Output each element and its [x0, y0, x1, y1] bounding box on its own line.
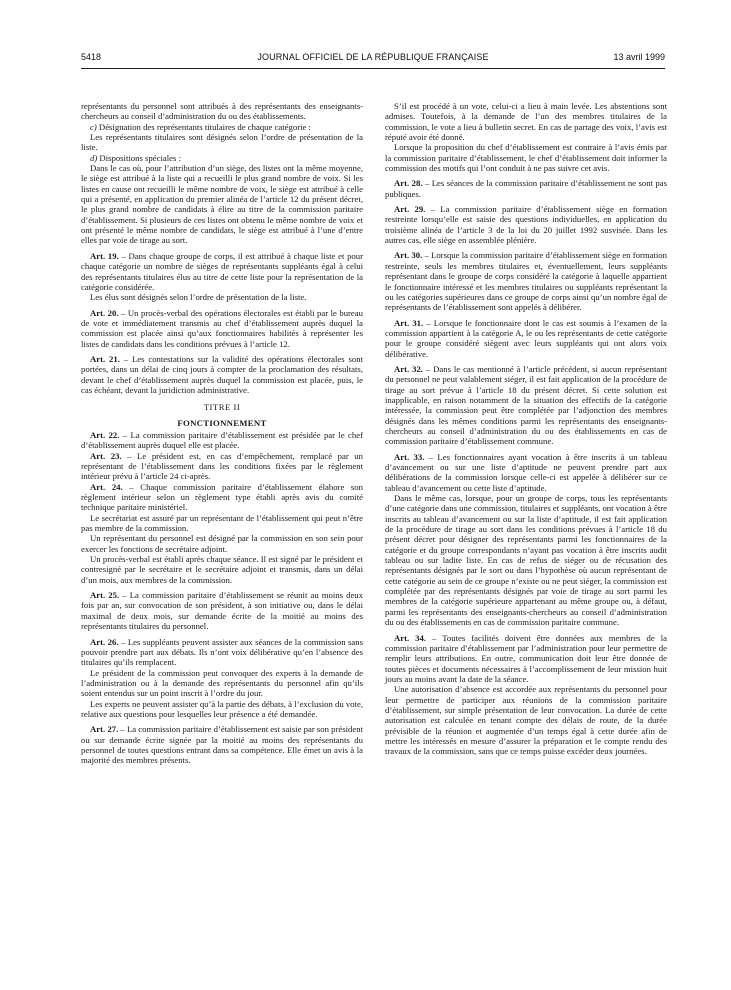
- article-label: Art. 21.: [90, 353, 120, 364]
- article-label: Art. 25.: [90, 590, 120, 601]
- article-label: Art. 31.: [394, 317, 424, 328]
- article-label: Art. 23.: [90, 450, 122, 461]
- article-19: [81, 251, 363, 292]
- article-label: Art. 34.: [394, 632, 427, 643]
- paragraph: [81, 153, 363, 163]
- article-text: – Toutes facilités doivent être données aux membres de la commission paritaire d’établissement par l’administration pour leur permettre de remplir leurs attributions. En outre, communication doit leur être donnée de toutes pièces et documents nécessaires à l’accomplissement de leur mission huit jours au moins avant la date de la séance.: [385, 632, 667, 684]
- article-text: – Lorsque la commission paritaire d’établissement siège en formation restreinte, seuls les membres titulaires et, éventuellement, leurs suppléants représentant dans le groupe de corps considéré la catégorie à laquelle appartient le fonctionnaire intéressé et les membres titulaires ou suppléants représentant la ou les catégories supérieures dans ce groupe de corps ainsi qu’un nombre égal de représentants de l’établissement sont appelés à délibérer.: [385, 250, 668, 313]
- paragraph: Le président de la commission peut convoquer des experts à la demande de l’administration ou à la demande des représentants du personnel afin qu’ils soient entendus sur un point inscrit à l’ordre du jour.: [81, 667, 363, 699]
- article-32: [385, 364, 667, 447]
- article-21: [81, 354, 363, 395]
- paragraph: Dans le cas où, pour l’attribution d’un siège, des listes ont la même moyenne, le siège est attribué à la liste qui a recueilli le plus grand nombre de voix. Si les listes en cause ont recueilli le même nombre de voix, le siège est attribué à celle qui a présenté, en application du premier alinéa de l’article 12 du présent décret, le plus grand nombre de candidats à élire au titre de la commission paritaire d’établissement. Si plusieurs de ces listes ont obtenu le même nombre de voix et ont présenté le même nombre de candidats, le siège est attribué à l’une d’entre elles par voie de tirage au sort.: [81, 163, 363, 246]
- paragraph: [81, 122, 363, 132]
- paragraph: Une autorisation d’absence est accordée aux représentants du personnel pour leur permettre de participer aux réunions de la commission paritaire d’établissement, sur simple présentation de leur convocation. La durée de cette autorisation est calculée en tenant compte des délais de route, de la durée prévisible de la réunion et augmentée d’un temps égal à cette durée afin de mettre les intéressés en mesure d’assurer la préparation et le compte rendu des travaux de la commission, sans que ce temps puisse excéder deux journées.: [385, 684, 667, 757]
- article-text: – La commission paritaire d’établissement est présidée par le chef d’établissement auprès duquel elle est placée.: [81, 429, 363, 451]
- article-text: – Un procès-verbal des opérations électorales est établi par le bureau de vote et immédiatement transmis au chef d’établissement auprès duquel la commission est placée ainsi qu’aux fonctionnaires habilités à représenter les listes de candidats dans les conditions prévues à l’article 12.: [81, 307, 363, 349]
- paragraph-text: Désignation des représentants titulaires de chaque catégorie :: [96, 121, 311, 132]
- article-text: – Lorsque le fonctionnaire dont le cas est soumis à l’examen de la commission appartient à la catégorie A, le ou les représentants de cette catégorie pour le groupe considéré siègent avec leurs suppléants qui ont alors voix délibérative.: [385, 317, 667, 359]
- article-29: [385, 204, 667, 245]
- paragraph: représentants du personnel sont attribués à des représentants des enseignants-chercheurs au conseil d’administration du ou des établissements.: [81, 101, 363, 122]
- article-30: [385, 250, 667, 312]
- journal-title: JOURNAL OFFICIEL DE LA RÉPUBLIQUE FRANÇAISE: [257, 52, 489, 62]
- running-header: [81, 50, 665, 66]
- article-text: – La commission paritaire d’établissement se réunit au moins deux fois par an, sur convocation de son président, à son initiative ou, dans le délai maximal de deux mois, sur demande écrite de la moitié au moins des représentants titulaires du personnel.: [81, 590, 363, 632]
- article-text: – Dans chaque groupe de corps, il est attribué à chaque liste et pour chaque catégorie un nombre de sièges de représentants suppléants égal à celui des représentants titulaires élus au titre de cette liste pour la représentation de la catégorie considérée.: [81, 250, 364, 292]
- section-heading: FONCTIONNEMENT: [177, 417, 267, 428]
- article-23: [81, 451, 363, 482]
- article-label: Art. 26.: [90, 636, 119, 647]
- article-label: Art. 30.: [394, 250, 423, 261]
- article-label: Art. 19.: [90, 250, 119, 261]
- article-33: [385, 452, 667, 493]
- article-28: [385, 178, 667, 199]
- article-label: Art. 27.: [90, 724, 119, 735]
- article-22: [81, 430, 363, 451]
- article-text: – Les fonctionnaires ayant vocation à être inscrits à un tableau d’avancement ou sur une liste d’aptitude ne peuvent prendre part aux délibérations de la commission lorsque celle-ci est appelée à délibérer sur ce tableau d’avancement ou cette liste d’aptitude.: [385, 451, 667, 493]
- paragraph: Dans le même cas, lorsque, pour un groupe de corps, tous les représentants d’une catégorie dans une commission, titulaires et suppléants, ont vocation à être inscrits au tableau d’avancement ou sur la liste d’aptitude, il est fait application de la procédure de tirage au sort dans les conditions prévues à l’article 18 du présent décret pour désigner des représentants parmi les fonctionnaires de la catégorie et du groupe correspondants n’ayant pas vocation à être inscrits audit tableau ou sur ladite liste. En cas de refus de siéger ou de récusation des représentants désignés par le sort ou dans l’hypothèse où aucun représentant de cette catégorie au sein de ce groupe n’existe ou ne peut siéger, la commission est complétée par des représentants désignés par voie de tirage au sort parmi les membres de la catégorie supérieure appartenant au même groupe ou, à défaut, parmi les représentants des enseignants-chercheurs au conseil d’administration du ou des établissements en cas de commission paritaire commune.: [385, 493, 667, 628]
- page-number: 5418: [81, 52, 102, 62]
- article-25: [81, 590, 363, 631]
- article-text: – Le président est, en cas d’empêchement, remplacé par un représentant de l’établissement dans les conditions fixées par le règlement intérieur prévu à l’article 24 ci-après.: [81, 450, 363, 482]
- header-rule: [81, 68, 665, 69]
- article-31: [385, 318, 667, 359]
- titre-heading: TITRE II: [203, 402, 241, 413]
- article-label: Art. 22.: [90, 429, 120, 440]
- paragraph: Le secrétariat est assuré par un représentant de l’établissement qui peut n’être pas membre de la commission.: [81, 512, 363, 534]
- article-text: – Les contestations sur la validité des opérations électorales sont portées, dans un délai de cinq jours à compter de la proclamation des résultats, devant le chef d’établissement auprès duquel la commission est placée, puis, le cas échéant, devant la juridiction administrative.: [81, 353, 363, 395]
- list-marker: d): [90, 152, 98, 163]
- article-24: [81, 482, 363, 513]
- article-text: – Les suppléants peuvent assister aux séances de la commission sans pouvoir prendre part aux débats. Ils n’ont voix délibérative qu’en l’absence des titulaires qu’ils remplacent.: [81, 636, 363, 668]
- article-label: Art. 32.: [394, 363, 423, 374]
- paragraph: Les élus sont désignés selon l’ordre de présentation de la liste.: [90, 292, 307, 303]
- article-27: [81, 724, 363, 765]
- article-text: – Les séances de la commission paritaire d’établissement ne sont pas publiques.: [385, 178, 667, 199]
- article-label: Art. 29.: [394, 204, 426, 215]
- article-20: [81, 308, 363, 349]
- paragraph-text: Dispositions spéciales :: [97, 152, 181, 163]
- right-column: [385, 101, 667, 757]
- paragraph: Lorsque la proposition du chef d’établissement est contraire à l’avis émis par la commission paritaire d’établissement, le chef d’établissement doit informer la commission des motifs qui l’ont conduit à ne pas suivre cet avis.: [385, 142, 667, 174]
- article-text: – La commission paritaire d’établissement est saisie par son président ou sur demande écrite signée par la moitié au moins des représentants du personnel de toutes questions entrant dans sa compétence. Elle émet un avis à la majorité des membres présents.: [81, 724, 363, 766]
- paragraph: Un représentant du personnel est désigné par la commission en son sein pour exercer les fonctions de secrétaire adjoint.: [81, 533, 363, 554]
- article-label: Art. 20.: [90, 307, 119, 318]
- article-label: Art. 33.: [394, 451, 425, 462]
- article-34: [385, 633, 667, 685]
- article-label: Art. 28.: [394, 178, 423, 189]
- paragraph: S’il est procédé à un vote, celui-ci a lieu à main levée. Les abstentions sont admises. Toutefois, à la demande de l’un des membres titulaires de la commission, le vote a lieu à bulletin secret. En cas de partage des voix, l’avis est réputé avoir été donné.: [385, 101, 667, 143]
- paragraph: Les experts ne peuvent assister qu’à la partie des débats, à l’exclusion du vote, relative aux questions pour lesquelles leur présence a été demandée.: [81, 698, 363, 719]
- article-text: – Chaque commission paritaire d’établissement élabore son règlement intérieur selon un règlement type établi après avis du comité technique paritaire ministériel.: [81, 481, 363, 513]
- article-label: Art. 24.: [90, 481, 123, 492]
- article-26: [81, 637, 363, 668]
- issue-date: 13 avril 1999: [613, 52, 665, 62]
- paragraph: Un procès-verbal est établi après chaque séance. Il est signé par le président et contresigné par le secrétaire et le secrétaire adjoint et transmis, dans un délai d’un mois, aux membres de la commission.: [81, 554, 363, 585]
- paragraph: Les représentants titulaires sont désignés selon l’ordre de présentation de la liste.: [81, 132, 363, 153]
- article-text: – La commission paritaire d’établissement siège en formation restreinte lorsqu’elle est saisie des questions individuelles, en application du troisième alinéa de l’article 3 de la loi du 20 juillet 1992 susvisée. Dans les autres cas, elle siège en assemblée plénière.: [385, 204, 667, 246]
- left-column: [81, 101, 363, 766]
- list-marker: c): [90, 121, 97, 132]
- article-text: – Dans le cas mentionné à l’article précédent, si aucun représentant du personnel ne peut valablement siéger, il est fait application de la procédure de tirage au sort prévue à l’article 18 du présent décret. Si cette solution est inapplicable, en raison notamment de la situation des effectifs de la catégorie intéressée, la commission peut être complétée par l’adjonction des membres désignés dans les mêmes conditions parmi les représentants des enseignants-chercheurs au conseil d’administration du ou des établissements en cas de commission paritaire d’établissement commune.: [385, 363, 667, 447]
